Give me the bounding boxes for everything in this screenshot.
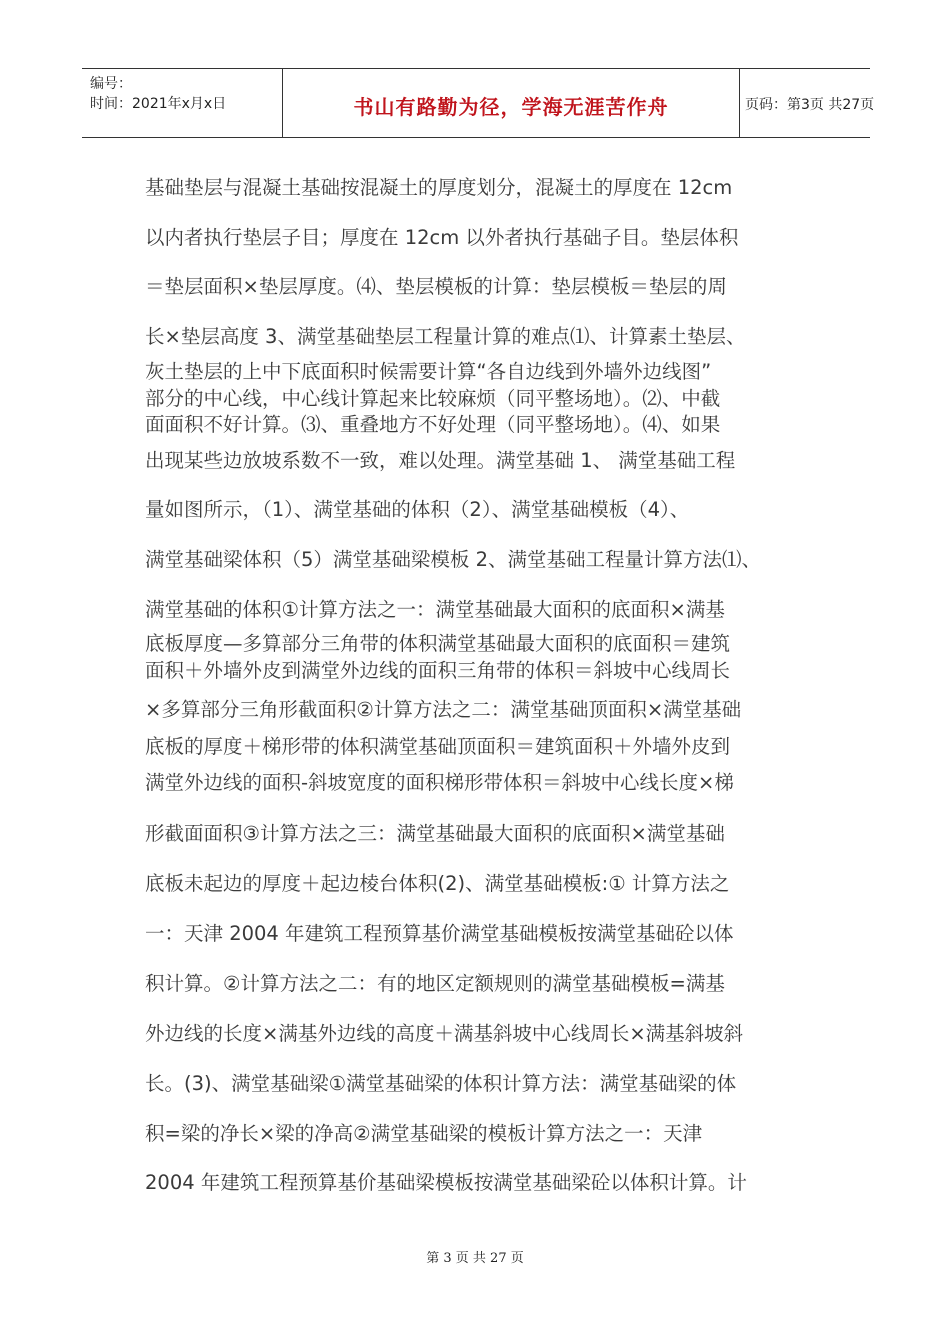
page-header bbox=[82, 68, 875, 138]
body-line: ×多算部分三角形截面积②计算方法之二：满堂基础顶面积×满堂基础 bbox=[145, 698, 742, 721]
body-line: 满堂基础的体积①计算方法之一：满堂基础最大面积的底面积×满基 bbox=[145, 598, 725, 621]
body-line: 基础垫层与混凝土基础按混凝土的厚度划分，混凝土的厚度在 12cm bbox=[145, 176, 733, 199]
body-line: 面面积不好计算。⑶、重叠地方不好处理（同平整场地）。⑷、如果 bbox=[145, 413, 721, 436]
header-meta-cell bbox=[82, 69, 282, 137]
body-line: 底板的厚度＋梯形带的体积满堂基础顶面积＝建筑面积＋外墙外皮到 bbox=[145, 735, 731, 758]
document-number-label: 编号： bbox=[90, 76, 132, 92]
body-line: 长×垫层高度 3、满堂基础垫层工程量计算的难点⑴、计算素土垫层、 bbox=[145, 325, 746, 348]
body-line: 满堂基础梁体积（5）满堂基础梁模板 2、满堂基础工程量计算方法⑴、 bbox=[145, 548, 762, 571]
header-page-cell bbox=[739, 69, 875, 137]
body-line: 长。(3)、满堂基础梁①满堂基础梁的体积计算方法：满堂基础梁的体 bbox=[145, 1072, 737, 1095]
body-line: 底板未起边的厚度＋起边棱台体积(2)、满堂基础模板:① 计算方法之 bbox=[145, 872, 730, 895]
body-line: 积=梁的净长×梁的净高②满堂基础梁的模板计算方法之一：天津 bbox=[145, 1122, 703, 1145]
body-line: 2004 年建筑工程预算基价基础梁模板按满堂基础梁砼以体积计算。计 bbox=[145, 1171, 747, 1194]
body-line: 灰土垫层的上中下底面积时候需要计算“各自边线到外墙外边线图” bbox=[145, 360, 712, 383]
body-line: 部分的中心线，中心线计算起来比较麻烦（同平整场地）。⑵、中截 bbox=[145, 387, 721, 410]
body-line: 外边线的长度×满基外边线的高度＋满基斜坡中心线周长×满基斜坡斜 bbox=[145, 1022, 744, 1045]
header-page-number: 页码：第3页 共27页 bbox=[745, 97, 875, 113]
body-line: 出现某些边放坡系数不一致，难以处理。满堂基础 1、 满堂基础工程 bbox=[145, 449, 736, 472]
body-line: 满堂外边线的面积-斜坡宽度的面积梯形带体积＝斜坡中心线长度×梯 bbox=[145, 771, 734, 794]
body-line: 一：天津 2004 年建筑工程预算基价满堂基础模板按满堂基础砼以体 bbox=[145, 922, 734, 945]
document-time-label: 时间：2021年x月x日 bbox=[90, 96, 227, 112]
page-footer: 第 3 页 共 27 页 bbox=[426, 1251, 524, 1266]
header-slogan-cell bbox=[282, 69, 740, 137]
body-line: 面积＋外墙外皮到满堂外边线的面积三角带的体积＝斜坡中心线周长 bbox=[145, 659, 731, 682]
body-line: ＝垫层面积×垫层厚度。⑷、垫层模板的计算：垫层模板＝垫层的周 bbox=[145, 275, 727, 298]
body-line: 形截面面积③计算方法之三：满堂基础最大面积的底面积×满堂基础 bbox=[145, 822, 725, 845]
body-line: 积计算。②计算方法之二：有的地区定额规则的满堂基础模板=满基 bbox=[145, 972, 725, 995]
body-line: 底板厚度—多算部分三角带的体积满堂基础最大面积的底面积＝建筑 bbox=[145, 632, 731, 655]
body-line: 量如图所示，（1）、满堂基础的体积（2）、满堂基础模板（4）、 bbox=[145, 498, 690, 521]
body-line: 以内者执行垫层子目；厚度在 12cm 以外者执行基础子目。垫层体积 bbox=[145, 226, 739, 249]
header-slogan: 书山有路勤为径，学海无涯苦作舟 bbox=[353, 95, 669, 119]
